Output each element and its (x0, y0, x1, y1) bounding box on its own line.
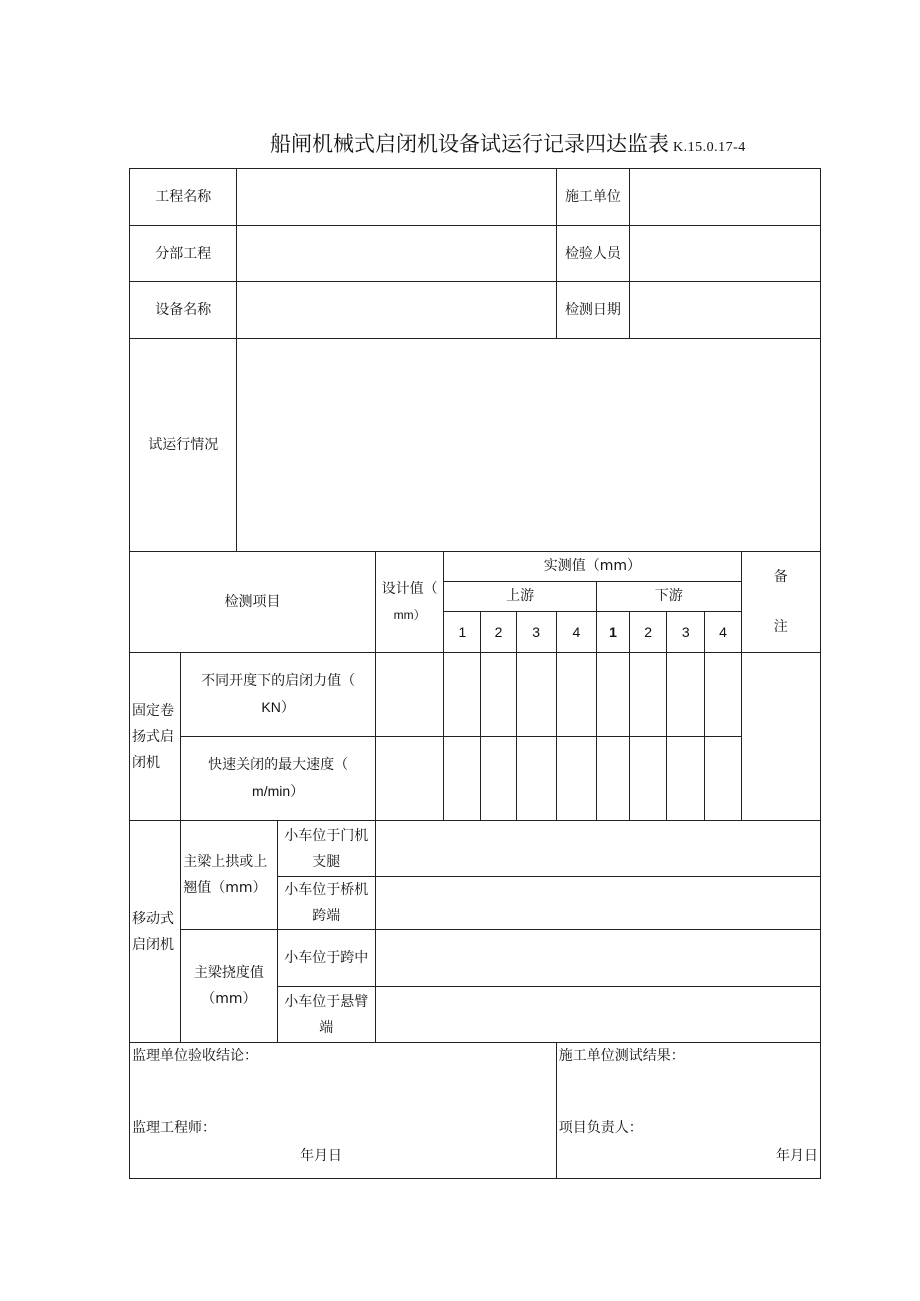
fixed-hoist-group-label: 固定卷扬式启闭机 (130, 653, 181, 821)
inspector-label: 检验人员 (556, 226, 629, 282)
project-manager-label: 项目负责人： (558, 1120, 643, 1136)
form-code: K.15.0.17-4 (673, 140, 746, 155)
opening-force-down-2[interactable] (630, 653, 667, 737)
deflection-pos-1-value[interactable] (376, 930, 821, 987)
closing-speed-design[interactable] (376, 737, 444, 821)
record-form-table (129, 168, 821, 1179)
design-value-header (376, 552, 444, 653)
opening-force-up-4[interactable] (556, 653, 596, 737)
deflection-pos-2-value[interactable] (376, 987, 821, 1043)
mobile-hoist-row-3 (130, 930, 821, 987)
trial-run-label: 试运行情况 (130, 339, 237, 552)
sub-project-row (130, 226, 821, 282)
camber-pos-2-value[interactable] (376, 877, 821, 930)
fixed-hoist-row-2 (130, 737, 821, 821)
closing-speed-up-2[interactable] (481, 737, 516, 821)
camber-pos-1-value[interactable] (376, 821, 821, 877)
downstream-col-1: 1 (596, 611, 629, 652)
trial-run-row (130, 339, 821, 552)
opening-force-design[interactable] (376, 653, 444, 737)
opening-force-up-3[interactable] (516, 653, 556, 737)
opening-force-up-2[interactable] (481, 653, 516, 737)
remark-header (741, 552, 820, 653)
mobile-hoist-row-1 (130, 821, 821, 877)
upstream-col-2: 2 (481, 611, 516, 652)
measured-value-header: 实测值（mm） (444, 552, 741, 582)
closing-speed-line2: m/min） (252, 783, 305, 799)
upstream-header: 上游 (444, 581, 597, 611)
closing-speed-down-1[interactable] (596, 737, 629, 821)
supervision-conclusion-label: 监理单位验收结论： (132, 1048, 258, 1064)
upstream-col-1: 1 (444, 611, 481, 652)
construction-unit-label: 施工单位 (556, 169, 629, 226)
opening-force-down-1[interactable] (596, 653, 629, 737)
opening-force-down-4[interactable] (705, 653, 741, 737)
closing-speed-down-3[interactable] (667, 737, 705, 821)
signature-row (130, 1043, 821, 1179)
inspection-date-label: 检测日期 (556, 282, 629, 339)
downstream-col-4: 4 (705, 611, 741, 652)
camber-label: 主梁上拱或上翘值（mm） (181, 821, 277, 930)
downstream-header: 下游 (596, 581, 741, 611)
inspector-value[interactable] (630, 226, 821, 282)
supervision-engineer-label: 监理工程师： (132, 1120, 216, 1136)
project-name-label: 工程名称 (130, 169, 237, 226)
equipment-name-value[interactable] (237, 282, 556, 339)
form-title: 船闸机械式启闭机设备试运行记录四达监表 (270, 132, 669, 156)
trial-run-value[interactable] (237, 339, 821, 552)
closing-speed-down-2[interactable] (630, 737, 667, 821)
upstream-col-4: 4 (556, 611, 596, 652)
equipment-name-label: 设备名称 (130, 282, 237, 339)
opening-force-item (181, 653, 376, 737)
remark-top: 备 (773, 569, 788, 585)
camber-pos-1: 小车位于门机支腿 (277, 821, 375, 877)
form-title-bar (270, 128, 830, 162)
construction-date-label: 年月日 (776, 1148, 818, 1164)
opening-force-line2: KN） (261, 699, 295, 715)
inspection-item-header: 检测项目 (130, 552, 376, 653)
project-name-value[interactable] (237, 169, 556, 226)
measure-header-row-1 (130, 552, 821, 582)
design-value-label: 设计值（ (381, 581, 438, 597)
fixed-hoist-remark[interactable] (741, 653, 820, 821)
closing-speed-up-3[interactable] (516, 737, 556, 821)
construction-result-cell[interactable] (556, 1043, 820, 1179)
opening-force-down-3[interactable] (667, 653, 705, 737)
fixed-hoist-row-1 (130, 653, 821, 737)
design-value-unit: mm） (393, 608, 426, 622)
deflection-pos-1: 小车位于跨中 (277, 930, 375, 987)
camber-pos-2: 小车位于桥机跨端 (277, 877, 375, 930)
sub-project-label: 分部工程 (130, 226, 237, 282)
construction-unit-value[interactable] (630, 169, 821, 226)
deflection-label: 主梁挠度值（mm） (181, 930, 277, 1043)
sub-project-value[interactable] (237, 226, 556, 282)
supervision-date-label: 年月日 (300, 1148, 342, 1164)
downstream-col-2: 2 (630, 611, 667, 652)
opening-force-up-1[interactable] (444, 653, 481, 737)
closing-speed-up-1[interactable] (444, 737, 481, 821)
upstream-col-3: 3 (516, 611, 556, 652)
downstream-col-3: 3 (667, 611, 705, 652)
remark-bottom: 注 (773, 619, 788, 635)
closing-speed-line1: 快速关闭的最大速度（ (208, 757, 349, 773)
closing-speed-item (181, 737, 376, 821)
equipment-name-row (130, 282, 821, 339)
closing-speed-down-4[interactable] (705, 737, 741, 821)
inspection-date-value[interactable] (630, 282, 821, 339)
mobile-hoist-group-label: 移动式启闭机 (130, 821, 181, 1043)
supervision-conclusion-cell[interactable] (130, 1043, 557, 1179)
construction-result-label: 施工单位测试结果： (558, 1048, 685, 1064)
project-name-row (130, 169, 821, 226)
opening-force-line1: 不同开度下的启闭力值（ (201, 673, 356, 689)
deflection-pos-2: 小车位于悬臂端 (277, 987, 375, 1043)
closing-speed-up-4[interactable] (556, 737, 596, 821)
